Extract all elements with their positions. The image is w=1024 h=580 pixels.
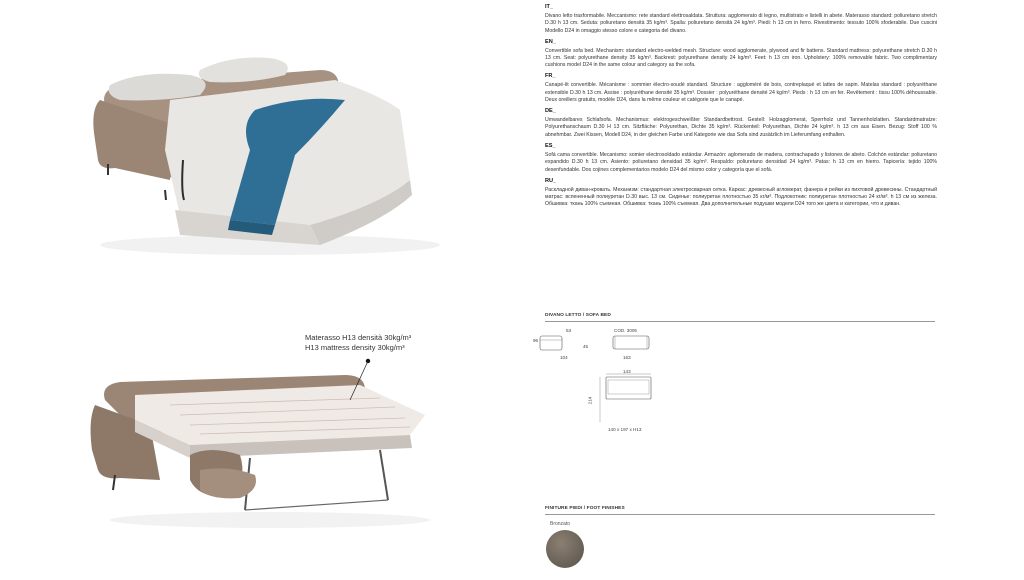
dim-depth: 104: [560, 355, 568, 360]
sofa-bed-open-photo: [80, 40, 460, 260]
description-es: [545, 143, 937, 174]
callout-leader: [340, 355, 380, 405]
language-code: IT_: [545, 4, 554, 10]
dim-open-length: 214: [587, 396, 593, 405]
dimension-drawings: [530, 322, 670, 440]
description-ru: [545, 178, 937, 209]
dim-open-width: 143: [623, 369, 631, 374]
dim-mattress-size: 140 x 197 x H13: [608, 427, 642, 432]
description-it: [545, 4, 937, 35]
description-text: Umwandelbares Schlafsofa. Mechanismus: elektrogeschweißter Standardbettrost. Gestell: Holzagglomerat, Sperrholz und Tannenholzlatten. Standardmatratze: Polyurethanschaum D.30 H 13 cm. Sitzfläche: Polyurethan, Dichte 35 kg/m³. Rückenteil: Polyurethan, Dichte 24 kg/m³. h 13 cm aus Eisen. Bezug: Stoff 100 % abnehmbar. Zwei Kissen, Modell D24, in der gleichen Farbe und Kategorie wie das Sofa sind zusätzlich im Lieferumfang enthalten.: [545, 117, 937, 138]
finish-swatch-bronzato: [546, 530, 584, 568]
callout-line-2: H13 mattress density 30kg/m³: [305, 343, 405, 352]
description-en: [545, 39, 937, 70]
callout-line-1: Materasso H13 densità 30kg/m³: [305, 333, 412, 342]
dim-height-seat: 45: [583, 344, 589, 349]
language-code: ES_: [545, 142, 556, 149]
description-text: Canapé-lit convertible. Mécanisme : sommier électro-soudé standard. Structure : aggloméré de bois, contreplaqué et lattes de sapin. Matelas standard : polyuréthane extensible D.30 h 13 cm. Assise : polyuréthane densité 35 kg/m³. Dossier : polyuréthane densité 24 kg/m³. Pieds : h 13 cm en fer. Revêtement : tissu 100% déhoussable. Deux oreillers gratuits, modèle D24, dans la même couleur et catégorie que le canapé.: [545, 82, 937, 104]
language-code: EN_: [545, 38, 556, 45]
language-code: FR_: [545, 73, 556, 80]
dimensions-title: DIVANO LETTO / SOFA BED: [545, 313, 611, 318]
dim-seat-depth: 53: [566, 328, 572, 333]
description-de: [545, 108, 937, 139]
finishes-title: FINITURE PIEDI / FOOT FINISHES: [545, 506, 625, 511]
mattress-callout: [305, 333, 411, 353]
dim-width: 163: [623, 355, 631, 360]
product-descriptions: [545, 4, 937, 212]
description-text: Divano letto trasformabile. Meccanismo: rete standard elettrosaldata. Struttura: agglomerato di legno, multistrato e listelli in abete. Materasso standard: poliuretano stretch D.30 h 13 cm. Seduta: poliuretano densità 35 kg/m³. Spalla: poliuretano densità 24 kg/m³. Piedi: h 13 cm in ferro. Rivestimento: tessuto 100% sfoderabile. Due cuscini Modello D24 in omaggio stesso colore e categoria del divano.: [545, 12, 937, 34]
description-text: Sofá cama convertible. Mecanismo: somier electrosoldado estándar. Armazón: aglomerado de madera, contrachapado y listones de abeto. Colchón estándar: poliuretano expandido D.30 h 13 cm. Asiento: poliuretano densidad 35 kg/m³. Respaldo: poliuretano densidad 24 kg/m³. Patas: h 13 cm en hierro. Tapicería: tejido 100% desenfundable. Dos cojines complementarios modelo D24 del mismo color y categoría que el sofá.: [545, 151, 937, 173]
description-text: Convertible sofa bed. Mechanism: standard electro-welded mesh. Structure: wood agglomerate, plywood and fir battens. Standard mattress: polyurethane stretch D.30 h 13 cm. Seat: polyurethane density 35 kg/m³. Backrest: polyurethane density 24 kg/m³. Feet: h 13 cm iron. Upholstery: 100% removable fabric. Two complimentary cushions model D24 in the same colour and category as the sofa.: [545, 47, 937, 69]
language-code: DE_: [545, 108, 556, 115]
dim-product-code: COD. 3005: [614, 328, 637, 333]
finish-label: Bronzato: [550, 521, 571, 527]
dim-height-back: 96: [533, 338, 539, 343]
description-fr: [545, 73, 937, 104]
description-text: Раскладной диван-кровать. Механизм: стандартная электросварная сетка. Каркас: древесный агломерат, фанера и рейки из пихтовой древесины. Стандартный матрас: вспененный полиуретан D.30 выс. 13 см. Сиденье: полиуретан плотностью 35 кг/м³. Подлокотник: полиуретан плотностью 24 кг/м³. h 13 см из железа. Обшивка: ткань 100% съемная. Обшивка: ткань 100% съемная. Два дополнительные подушки модели D24 того же цвета и категории, что и диван.: [545, 186, 937, 208]
language-code: RU_: [545, 177, 557, 184]
sofa-bed-mechanism-photo: [80, 330, 460, 530]
section-divider: [545, 514, 935, 515]
